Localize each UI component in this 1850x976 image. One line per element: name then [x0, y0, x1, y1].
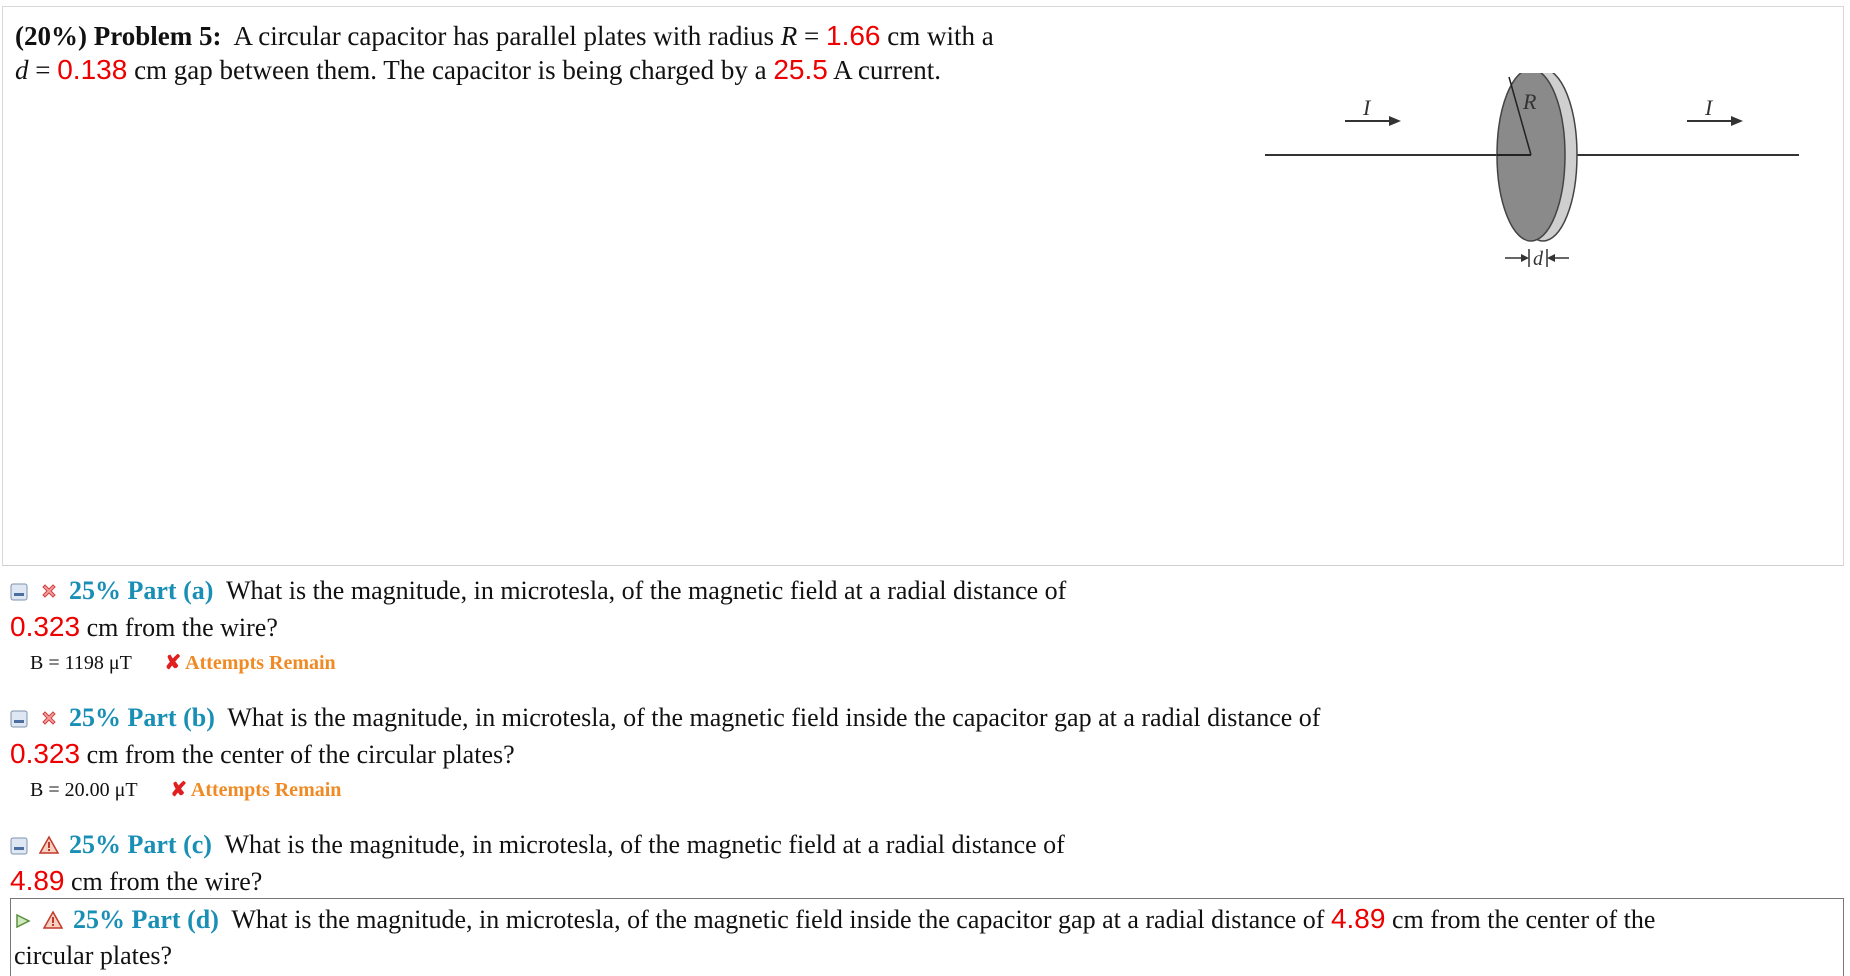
part-b-attempts-text: Attempts Remain: [190, 779, 342, 801]
play-arrow-icon[interactable]: [14, 905, 32, 939]
part-c-text-1: What is the magnitude, in microtesla, of the magnetic field at a radial distance of: [224, 830, 1065, 859]
part-b-attempts: [170, 779, 341, 801]
part-d-text-1: What is the magnitude, in microtesla, of the magnetic field inside the capacitor gap at a radial distance of: [231, 905, 1325, 934]
problem-text-4: A current.: [833, 55, 942, 85]
problem-text-2: cm with a: [887, 21, 994, 51]
part-a-attempts: [164, 652, 335, 674]
gap-label: d: [1533, 248, 1543, 270]
part-a-text-2: cm from the wire?: [86, 613, 278, 643]
equals-sign-2: =: [35, 55, 51, 85]
part-d-head[interactable]: 25% Part (d): [73, 905, 219, 934]
warning-triangle-icon: [39, 830, 59, 864]
part-d-text-2: cm from the center of the: [1391, 905, 1656, 934]
capacitor-figure: [1265, 73, 1805, 293]
part-a-question: [10, 574, 1066, 645]
part-d-question: [14, 902, 1655, 973]
attempts-x-icon: ✘: [164, 652, 182, 674]
part-c-distance: 4.89: [10, 865, 65, 897]
part-a-distance: 0.323: [10, 611, 81, 643]
equals-sign: =: [804, 21, 820, 51]
radius-label: R: [1523, 89, 1537, 114]
minus-box-icon[interactable]: [10, 576, 28, 610]
part-a-head[interactable]: 25% Part (a): [69, 576, 214, 605]
part-d-text-3: circular plates?: [14, 941, 173, 971]
part-b-question: [10, 701, 1320, 772]
problem-weight: (20%): [15, 21, 87, 51]
warning-triangle-icon: [43, 905, 63, 939]
part-b-text-1: What is the magnitude, in microtesla, of the magnetic field inside the capacitor gap at a radial distance of: [227, 703, 1321, 732]
right-arrow-head: [1731, 116, 1743, 126]
radius-value: 1.66: [826, 20, 881, 51]
part-b-distance: 0.323: [10, 738, 81, 770]
part-b-answer-row: [30, 777, 341, 802]
part-c-head[interactable]: 25% Part (c): [69, 830, 212, 859]
part-b-head[interactable]: 25% Part (b): [69, 703, 215, 732]
attempts-x-icon: ✘: [170, 779, 187, 801]
gap-symbol: d: [15, 55, 29, 85]
minus-box-icon[interactable]: [10, 830, 28, 864]
part-a-text-1: What is the magnitude, in microtesla, of the magnetic field at a radial distance of: [225, 576, 1067, 605]
red-x-icon: [39, 703, 59, 737]
part-b-text-2: cm from the center of the circular plates?: [86, 740, 515, 770]
left-current-label: I: [1363, 95, 1371, 120]
left-arrow-head: [1389, 116, 1401, 126]
problem-text-3: cm gap between them. The capacitor is being charged by a: [134, 55, 767, 85]
problem-label: Problem 5:: [93, 21, 222, 51]
radius-symbol: R: [780, 21, 798, 51]
gap-value: 0.138: [57, 54, 128, 85]
problem-text: [15, 19, 1115, 87]
part-a-answer-row: [30, 650, 336, 675]
part-c-text-2: cm from the wire?: [71, 867, 263, 897]
part-a-attempts-text: Attempts Remain: [185, 652, 336, 674]
problem-statement-panel: [2, 6, 1844, 566]
current-value: 25.5: [773, 54, 828, 85]
part-b-answer: B = 20.00 μT: [30, 779, 138, 801]
problem-text-1: A circular capacitor has parallel plates with radius: [233, 21, 775, 51]
part-c-question: [10, 828, 1065, 899]
gap-arrow-left-head: [1521, 254, 1529, 262]
part-a-answer: B = 1198 μT: [30, 652, 132, 674]
minus-box-icon[interactable]: [10, 703, 28, 737]
red-x-icon: [39, 576, 59, 610]
part-d-distance: 4.89: [1330, 903, 1386, 934]
right-current-label: I: [1705, 95, 1713, 120]
